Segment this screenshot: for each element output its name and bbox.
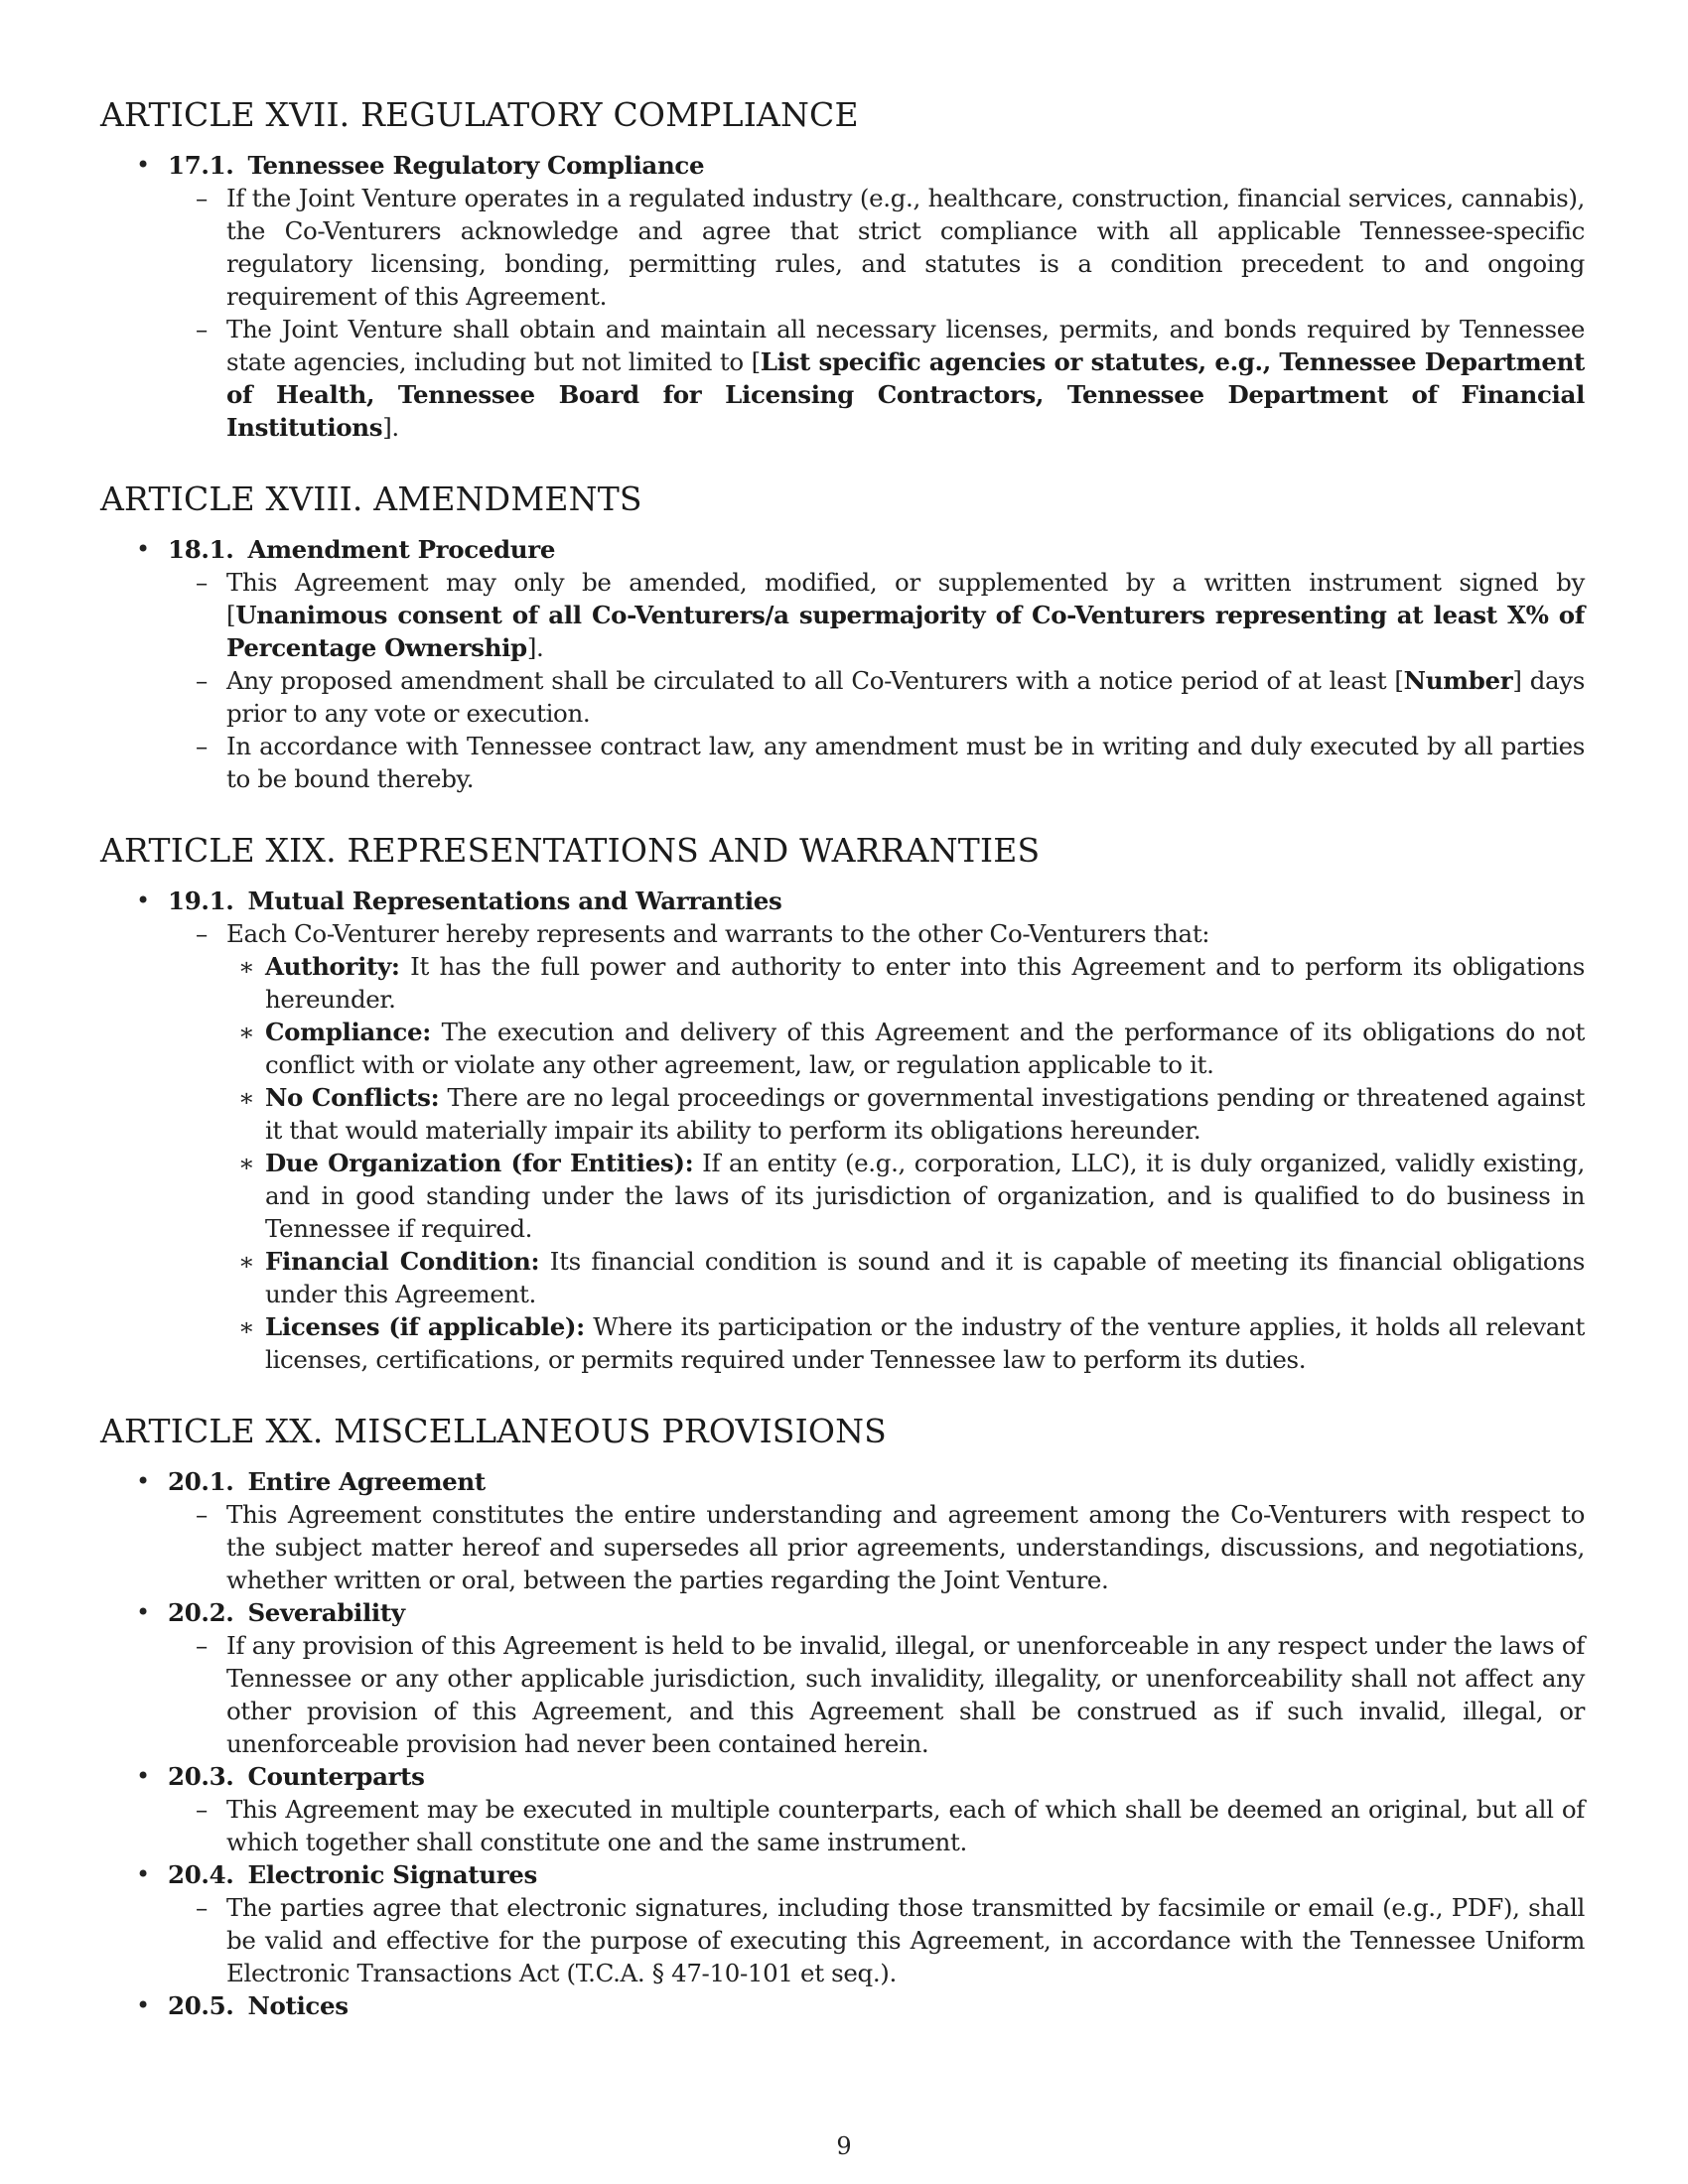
section-number: 20.3. bbox=[168, 1762, 234, 1791]
section-title bbox=[168, 1989, 1585, 2022]
article-heading: ARTICLE XX. MISCELLANEOUS PROVISIONS bbox=[100, 1412, 887, 1450]
warranty-item-due-organization bbox=[226, 1147, 1585, 1245]
section-18-1 bbox=[100, 533, 1585, 795]
asterisk-icon: ∗ bbox=[238, 952, 255, 981]
section-title-text: Entire Agreement bbox=[247, 1467, 486, 1496]
paragraph-list bbox=[168, 917, 1585, 1376]
article-xviii bbox=[100, 479, 1585, 795]
section-20-4 bbox=[100, 1858, 1585, 1989]
list-item bbox=[168, 730, 1585, 795]
asterisk-icon: ∗ bbox=[238, 1247, 255, 1276]
warranty-label: No Conflicts: bbox=[265, 1083, 440, 1112]
bullet-icon: • bbox=[136, 1467, 150, 1495]
list-item bbox=[168, 1629, 1585, 1760]
section-17-1 bbox=[100, 149, 1585, 444]
dash-icon: – bbox=[196, 315, 208, 343]
section-title-text: Notices bbox=[247, 1991, 349, 2020]
section-title bbox=[168, 1760, 1585, 1793]
section-title bbox=[168, 1858, 1585, 1891]
section-title bbox=[168, 149, 1585, 182]
warranty-item-authority bbox=[226, 950, 1585, 1016]
paragraph-list bbox=[168, 182, 1585, 444]
list-item bbox=[168, 1498, 1585, 1596]
article-xix bbox=[100, 831, 1585, 1376]
section-20-5 bbox=[100, 1989, 1585, 2022]
paragraph-text: The parties agree that electronic signatures, including those transmitted by facsimile or email (e.g., PDF), shall be valid and effective for the purpose of executing this Agreement, in accordance with the Tennessee Uniform Electronic Transactions Act (T.C.A. § 47-10-101 et seq.). bbox=[226, 1893, 1585, 1987]
warranty-text: It has the full power and authority to enter into this Agreement and to perform its obligations hereunder. bbox=[265, 952, 1585, 1014]
article-xvii bbox=[100, 95, 1585, 444]
page-number: 9 bbox=[836, 2132, 852, 2160]
list-item bbox=[168, 917, 1585, 1376]
warranty-item-compliance bbox=[226, 1016, 1585, 1081]
bullet-icon: • bbox=[136, 887, 150, 914]
paragraph-text: This Agreement may be executed in multiple counterparts, each of which shall be deemed an original, but all of which together shall constitute one and the same instrument. bbox=[226, 1795, 1585, 1856]
section-list bbox=[100, 885, 1585, 1376]
paragraph-text: If any provision of this Agreement is held to be invalid, illegal, or unenforceable in any respect under the laws of Tennessee or any other applicable jurisdiction, such invalidity, illegality, or unenforceability shall not affect any other provision of this Agreement, and this Agreement shall be construed as if such invalid, illegal, or unenforceable provision had never been contained herein. bbox=[226, 1631, 1585, 1758]
dash-icon: – bbox=[196, 1500, 208, 1529]
paragraph-text: This Agreement constitutes the entire understanding and agreement among the Co-Venturers with respect to the subject matter hereof and supersedes all prior agreements, understandings, discussions, and negotiations, whether written or oral, between the parties regarding the Joint Venture. bbox=[226, 1500, 1585, 1594]
paragraph-text-end: ]. bbox=[382, 413, 399, 442]
article-heading: ARTICLE XIX. REPRESENTATIONS AND WARRANTIES bbox=[100, 831, 1041, 870]
section-title-text: Amendment Procedure bbox=[247, 535, 556, 564]
section-number: 19.1. bbox=[168, 887, 234, 915]
section-20-1 bbox=[100, 1465, 1585, 1596]
section-title bbox=[168, 533, 1585, 566]
section-title bbox=[168, 1465, 1585, 1498]
section-list bbox=[100, 1465, 1585, 2022]
section-number: 20.1. bbox=[168, 1467, 234, 1496]
bullet-icon: • bbox=[136, 1991, 150, 2019]
paragraph-text: Each Co-Venturer hereby represents and warrants to the other Co-Venturers that: bbox=[226, 919, 1210, 948]
asterisk-icon: ∗ bbox=[238, 1018, 255, 1046]
article-heading: ARTICLE XVIII. AMENDMENTS bbox=[100, 479, 642, 518]
warranty-text: If an entity (e.g., corporation, LLC), it is duly organized, validly existing, and in good standing under the laws of its jurisdiction of organization, and is qualified to do business in Tennessee if required. bbox=[265, 1149, 1585, 1243]
warranty-label: Compliance: bbox=[265, 1018, 431, 1046]
section-title bbox=[168, 885, 1585, 917]
section-title-text: Electronic Signatures bbox=[247, 1860, 537, 1889]
section-number: 20.2. bbox=[168, 1598, 234, 1627]
placeholder-bold-text: Unanimous consent of all Co-Venturers/a supermajority of Co-Venturers representing at least X% of Percentage Ownership bbox=[226, 601, 1585, 662]
section-number: 20.4. bbox=[168, 1860, 234, 1889]
dash-icon: – bbox=[196, 1795, 208, 1824]
bullet-icon: • bbox=[136, 1598, 150, 1626]
bullet-icon: • bbox=[136, 535, 150, 563]
warranty-label: Authority: bbox=[265, 952, 400, 981]
section-number: 18.1. bbox=[168, 535, 234, 564]
section-title-text: Tennessee Regulatory Compliance bbox=[247, 151, 705, 180]
paragraph-text-end: ]. bbox=[526, 633, 544, 662]
bullet-icon: • bbox=[136, 1762, 150, 1790]
section-title-text: Mutual Representations and Warranties bbox=[247, 887, 782, 915]
list-item bbox=[168, 1891, 1585, 1989]
asterisk-icon: ∗ bbox=[238, 1149, 255, 1177]
paragraph-list bbox=[168, 1498, 1585, 1596]
bullet-icon: • bbox=[136, 151, 150, 179]
warranty-item-financial-condition bbox=[226, 1245, 1585, 1310]
section-title-text: Counterparts bbox=[247, 1762, 425, 1791]
section-list bbox=[100, 149, 1585, 444]
placeholder-bold-text: List specific agencies or statutes, e.g., Tennessee Department of Health, Tennessee Board for Licensing Contractors, Tennessee Department of Financial Institutions bbox=[226, 347, 1585, 442]
section-20-2 bbox=[100, 1596, 1585, 1760]
section-19-1 bbox=[100, 885, 1585, 1376]
dash-icon: – bbox=[196, 1893, 208, 1922]
article-heading: ARTICLE XVII. REGULATORY COMPLIANCE bbox=[100, 95, 859, 134]
list-item bbox=[168, 566, 1585, 664]
paragraph-list bbox=[168, 566, 1585, 795]
dash-icon: – bbox=[196, 184, 208, 212]
paragraph-text: Any proposed amendment shall be circulated to all Co-Venturers with a notice period of at least [ bbox=[226, 666, 1404, 695]
dash-icon: – bbox=[196, 732, 208, 760]
dash-icon: – bbox=[196, 568, 208, 597]
warranty-list bbox=[226, 950, 1585, 1376]
section-title-text: Severability bbox=[247, 1598, 405, 1627]
section-number: 17.1. bbox=[168, 151, 234, 180]
dash-icon: – bbox=[196, 1631, 208, 1660]
paragraph-text: In accordance with Tennessee contract law, any amendment must be in writing and duly executed by all parties to be bound thereby. bbox=[226, 732, 1585, 793]
warranty-text: The execution and delivery of this Agreement and the performance of its obligations do not conflict with or violate any other agreement, law, or regulation applicable to it. bbox=[265, 1018, 1585, 1079]
paragraph-list bbox=[168, 1629, 1585, 1760]
placeholder-bold-text: Number bbox=[1403, 666, 1513, 695]
list-item bbox=[168, 1793, 1585, 1858]
section-number: 20.5. bbox=[168, 1991, 234, 2020]
paragraph-text: This Agreement may only be amended, modified, or supplemented by a written instrument signed by [ bbox=[226, 568, 1585, 629]
list-item bbox=[168, 182, 1585, 313]
warranty-item-licenses bbox=[226, 1310, 1585, 1376]
warranty-text: Its financial condition is sound and it is capable of meeting its financial obligations under this Agreement. bbox=[265, 1247, 1585, 1308]
warranty-label: Due Organization (for Entities): bbox=[265, 1149, 694, 1177]
list-item bbox=[168, 664, 1585, 730]
paragraph-text: The Joint Venture shall obtain and maintain all necessary licenses, permits, and bonds required by Tennessee state agencies, including but not limited to [ bbox=[226, 315, 1585, 376]
paragraph-list bbox=[168, 1793, 1585, 1858]
list-item bbox=[168, 313, 1585, 444]
paragraph-text-end: ] days prior to any vote or execution. bbox=[226, 666, 1586, 728]
section-20-3 bbox=[100, 1760, 1585, 1858]
bullet-icon: • bbox=[136, 1860, 150, 1888]
dash-icon: – bbox=[196, 919, 208, 948]
warranty-text: Where its participation or the industry of the venture applies, it holds all relevant licenses, certifications, or permits required under Tennessee law to perform its duties. bbox=[265, 1312, 1585, 1374]
paragraph-text: If the Joint Venture operates in a regulated industry (e.g., healthcare, construction, financial services, cannabis), the Co-Venturers acknowledge and agree that strict compliance with all applicable Tennessee-specific regulatory licensing, bonding, permitting rules, and statutes is a condition precedent to and ongoing requirement of this Agreement. bbox=[226, 184, 1585, 311]
section-list bbox=[100, 533, 1585, 795]
asterisk-icon: ∗ bbox=[238, 1312, 255, 1341]
paragraph-list bbox=[168, 1891, 1585, 1989]
warranty-label: Financial Condition: bbox=[265, 1247, 540, 1276]
warranty-item-no-conflicts bbox=[226, 1081, 1585, 1147]
dash-icon: – bbox=[196, 666, 208, 695]
warranty-label: Licenses (if applicable): bbox=[265, 1312, 585, 1341]
asterisk-icon: ∗ bbox=[238, 1083, 255, 1112]
document-page bbox=[100, 95, 1585, 2022]
warranty-text: There are no legal proceedings or governmental investigations pending or threatened against it that would materially impair its ability to perform its obligations hereunder. bbox=[265, 1083, 1585, 1145]
section-title bbox=[168, 1596, 1585, 1629]
article-xx bbox=[100, 1412, 1585, 2022]
